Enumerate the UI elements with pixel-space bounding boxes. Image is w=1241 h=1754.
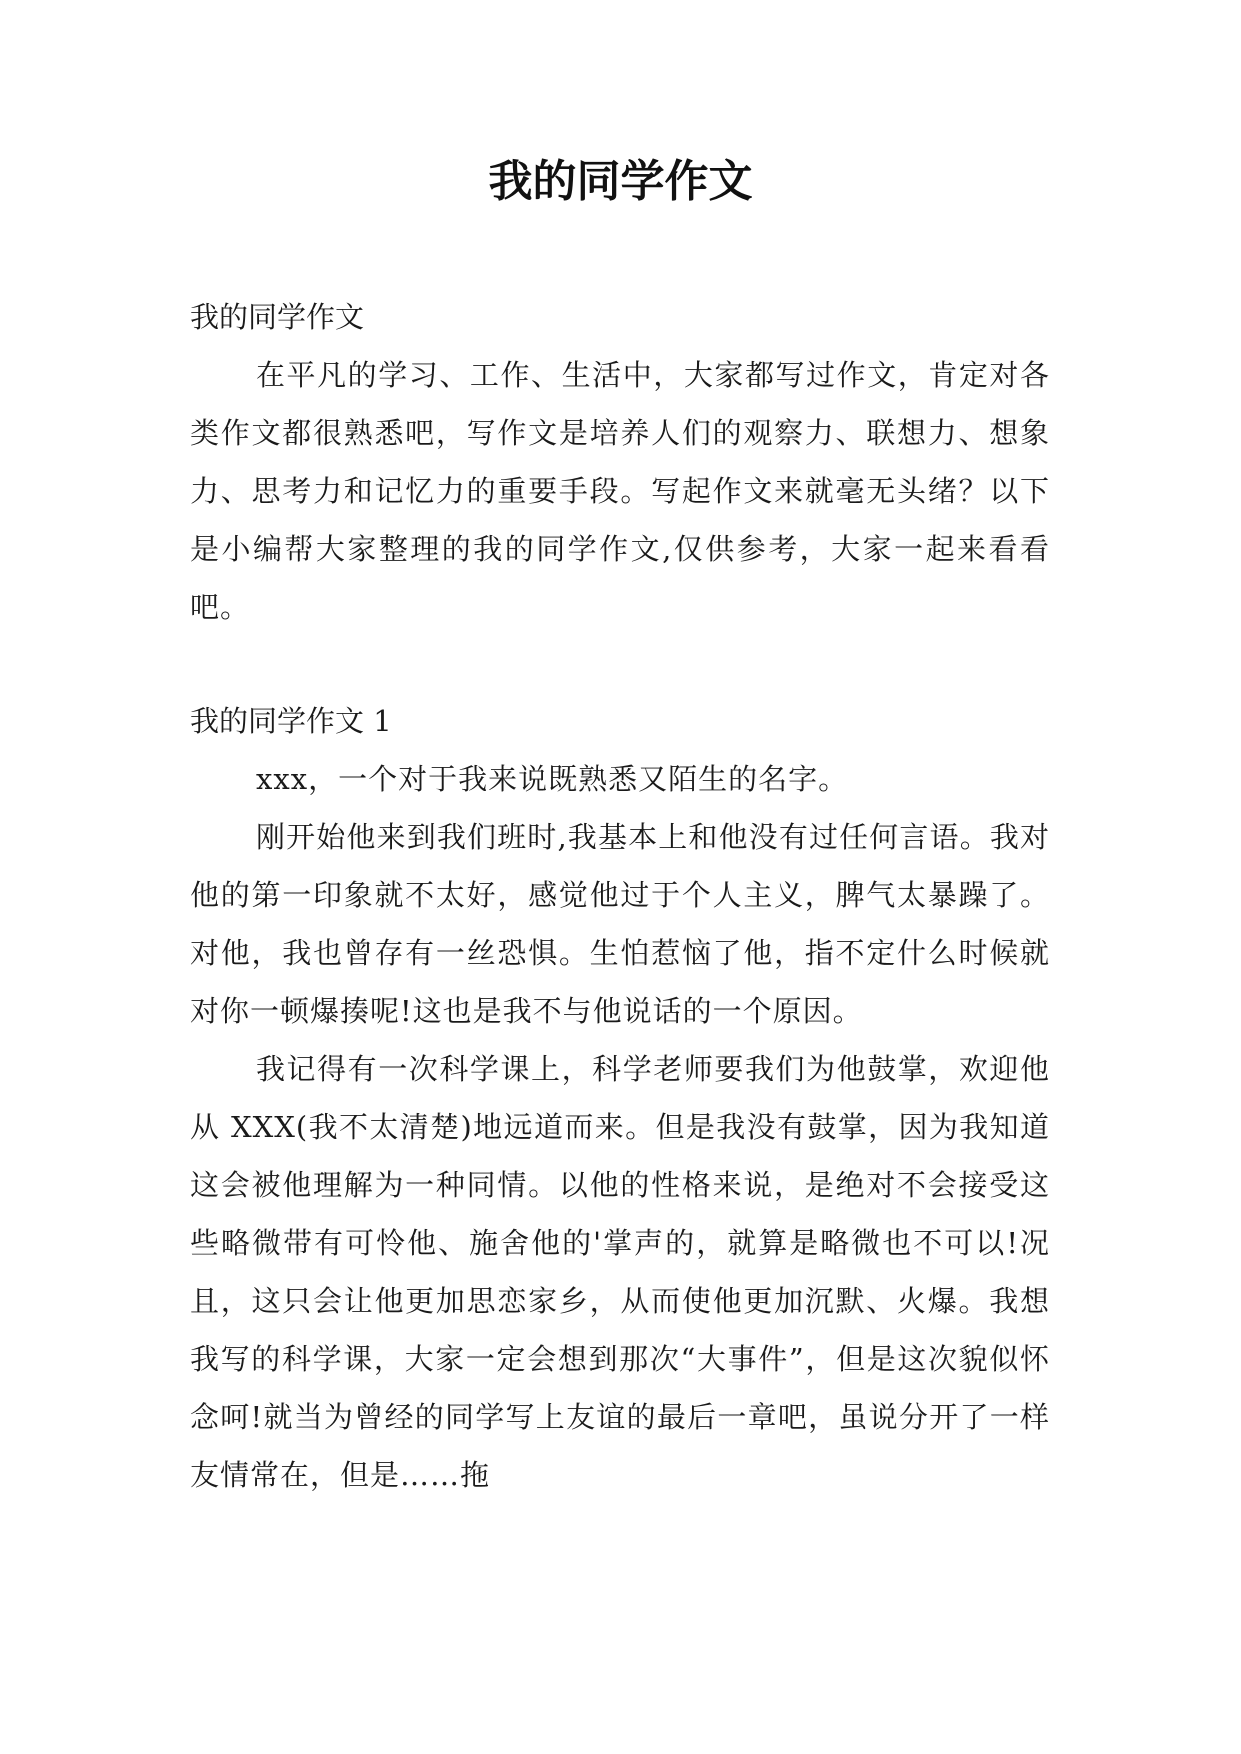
document-title: 我的同学作文 [488,156,753,207]
section-paragraph: 我记得有一次科学课上，科学老师要我们为他鼓掌，欢迎他从 XXX(我不太清楚)地远道而来。但是我没有鼓掌，因为我知道这会被他理解为一种同情。以他的性格来说，是绝对不会接受这些略微带有可怜他、施舍他的'掌声的，就算是略微也不可以!况且，这只会让他更加思恋家乡，从而使他更加沉默、火爆。我想我写的科学课，大家一定会想到那次“大事件”，但是这次貌似怀念呵!就当为曾经的同学写上友谊的最后一章吧，虽说分开了一样友情常在，但是……拖 [190,1052,1050,1492]
intro-heading: 我的同学作文 [190,300,365,334]
section-paragraph: xxx，一个对于我来说既熟悉又陌生的名字。 [256,762,849,796]
section-paragraph: 刚开始他来到我们班时,我基本上和他没有过任何言语。我对他的第一印象就不太好，感觉他过于个人主义，脾气太暴躁了。对他，我也曾存有一丝恐惧。生怕惹恼了他，指不定什么时候就对你一顿爆揍呢!这也是我不与他说话的一个原因。 [190,820,1050,1028]
intro-paragraph: 在平凡的学习、工作、生活中，大家都写过作文，肯定对各类作文都很熟悉吧，写作文是培养人们的观察力、联想力、想象力、思考力和记忆力的重要手段。写起作文来就毫无头绪？以下是小编帮大家整理的我的同学作文,仅供参考，大家一起来看看吧。 [190,358,1050,624]
section-body [190,750,1050,1504]
section-heading: 我的同学作文 1 [190,704,392,738]
